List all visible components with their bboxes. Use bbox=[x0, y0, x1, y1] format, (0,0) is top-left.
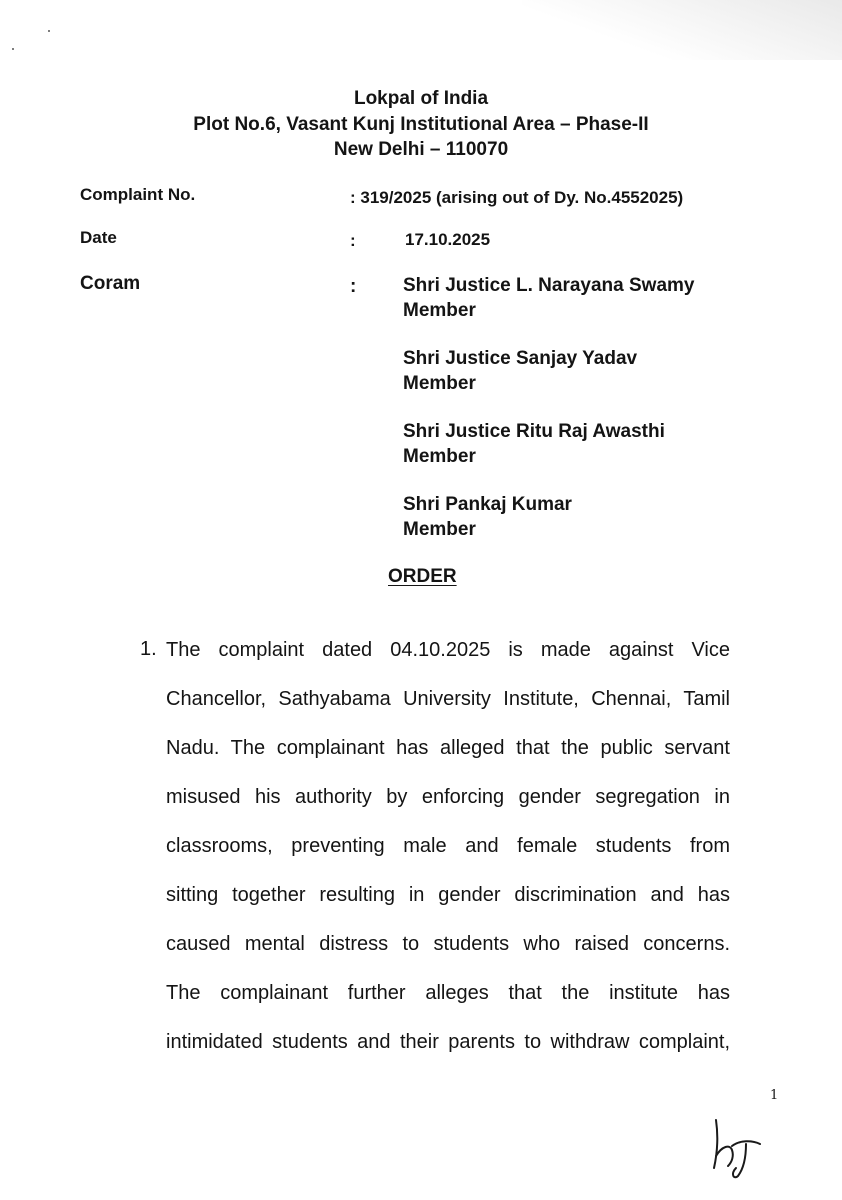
coram-member bbox=[403, 346, 637, 396]
signature-initials bbox=[702, 1110, 772, 1180]
member-name: Shri Justice Ritu Raj Awasthi bbox=[403, 421, 665, 442]
member-role: Member bbox=[403, 446, 476, 467]
order-heading: ORDER bbox=[388, 566, 457, 587]
org-city: New Delhi – 110070 bbox=[333, 139, 509, 160]
scan-speck bbox=[12, 48, 14, 50]
paragraph-line: misused his authority by enforcing gender segregation in bbox=[166, 786, 730, 808]
scan-shadow bbox=[522, 0, 842, 60]
member-name: Shri Justice Sanjay Yadav bbox=[403, 348, 638, 369]
member-role: Member bbox=[403, 300, 476, 321]
paragraph-line: intimidated students and their parents to withdraw complaint, bbox=[166, 1031, 730, 1053]
paragraph-line: The complainant further alleges that the institute has bbox=[166, 982, 730, 1004]
org-name: Lokpal of India bbox=[353, 88, 489, 109]
member-name: Shri Pankaj Kumar bbox=[403, 494, 572, 515]
paragraph-line: The complaint dated 04.10.2025 is made against Vice bbox=[166, 639, 730, 661]
date-colon: : bbox=[350, 231, 356, 250]
paragraph-line: Chancellor, Sathyabama University Institute, Chennai, Tamil bbox=[166, 688, 730, 710]
paragraph-number: 1. bbox=[140, 638, 157, 660]
complaint-label: Complaint No. bbox=[80, 185, 196, 204]
order-date: 17.10.2025 bbox=[405, 230, 491, 249]
date-label: Date bbox=[80, 228, 117, 247]
paragraph-line: Nadu. The complainant has alleged that the public servant bbox=[166, 737, 730, 759]
coram-member bbox=[403, 492, 572, 542]
member-role: Member bbox=[403, 373, 476, 394]
paragraph-line: classrooms, preventing male and female students from bbox=[166, 835, 730, 857]
paragraph-line: caused mental distress to students who raised concerns. bbox=[166, 933, 730, 955]
page-number: 1 bbox=[770, 1088, 779, 1103]
scan-speck bbox=[48, 30, 50, 32]
member-role: Member bbox=[403, 519, 476, 540]
coram-member bbox=[403, 419, 665, 469]
complaint-number: : 319/2025 (arising out of Dy. No.4552025) bbox=[350, 188, 684, 207]
coram-label: Coram bbox=[80, 273, 141, 294]
coram-colon: : bbox=[350, 276, 357, 297]
member-name: Shri Justice L. Narayana Swamy bbox=[403, 275, 695, 296]
coram-member bbox=[403, 273, 694, 323]
paragraph-line: sitting together resulting in gender discrimination and has bbox=[166, 884, 730, 906]
org-address: Plot No.6, Vasant Kunj Institutional Area – Phase-II bbox=[193, 114, 649, 135]
